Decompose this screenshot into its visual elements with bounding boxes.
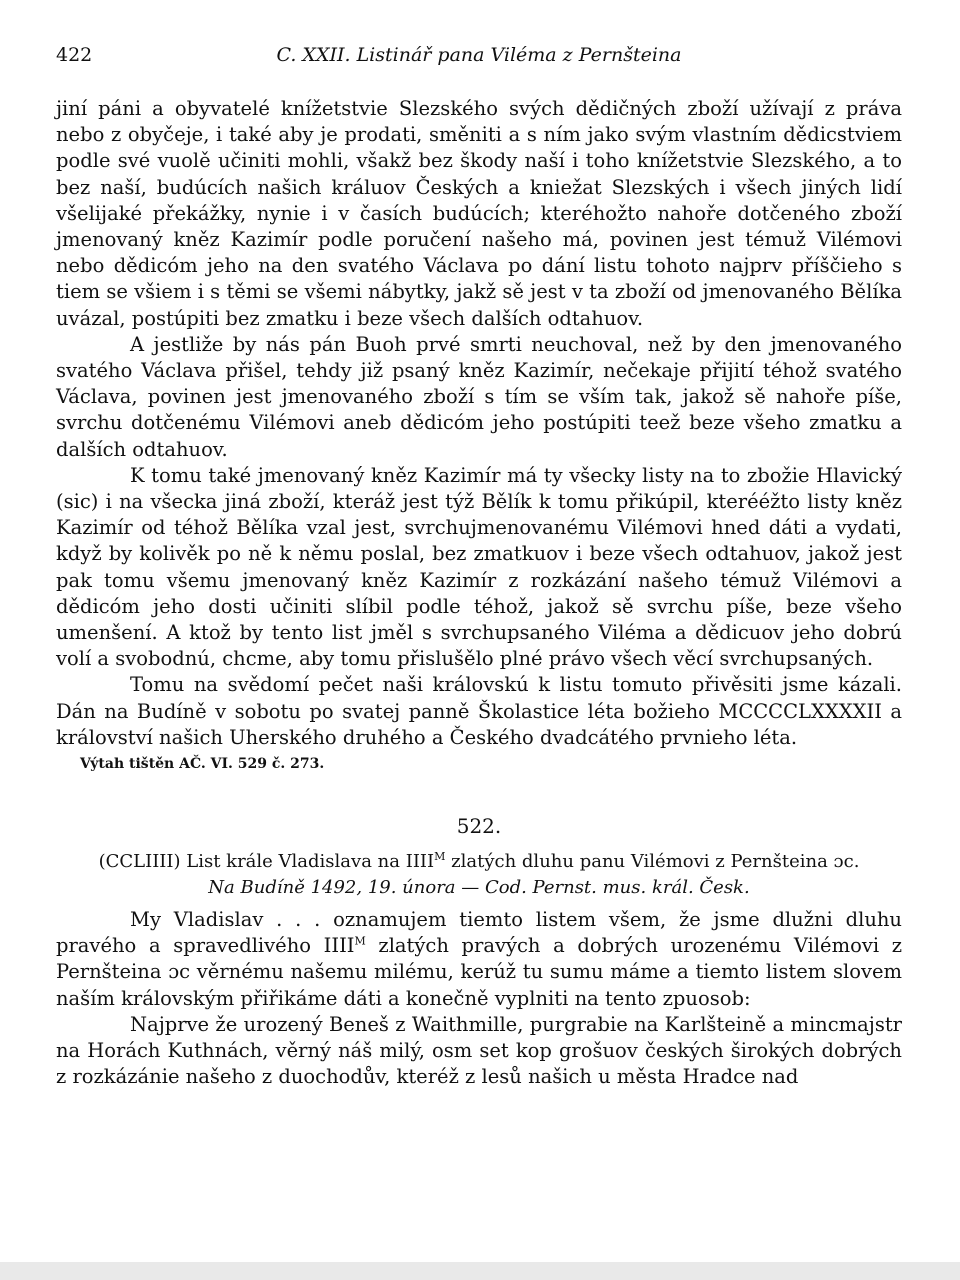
scan-bottom-edge bbox=[0, 1262, 960, 1280]
page-number: 422 bbox=[56, 44, 93, 66]
source-note: Výtah tištěn AČ. VI. 529 č. 273. bbox=[80, 756, 325, 773]
document-title-superscript: M bbox=[434, 850, 446, 864]
document-number: 522. bbox=[456, 814, 502, 839]
paragraph-1: jiní páni a obyvatelé knížetstvie Slezského svých dědičných zboží užívají z práva nebo z obyčeje, i také aby je prodati, směniti a s ním jako svým vlastním dědicstviem podle své vuolě učiniti mohli, všakž bez škody naší i toho knížetstvie Slezského, a to bez naší, budúcích našich králuov Českých a kniežat Slezských i všech jiných lidí všelijaké překážky, nynie i v časích budúcích; kteréhožto nahoře dotčeného zboží jmenovaný kněz Kazimír podle poručení našeho má, povinen jest témuž Vilémovi nebo dědicóm jeho na den svatého Václava po dání listu tohoto najprv příščieho s tiem se všiem i s těmi se všemi nábytky, jakž sě jest v ta zboží od jmenovaného Bělíka uvázal, postúpiti bez zmatku i beze všech dalších odtahuov. bbox=[56, 97, 902, 330]
paragraph-6: Najprve že urozený Beneš z Waithmille, purgrabie na Karlšteině a mincmajstr na Horách Kuthnách, věrný náš milý, osm set kop grošuov českých širokých dobrých z rozkázánie našeho z duochodův, kteréž z lesů našich u města Hradce nad bbox=[56, 1012, 902, 1089]
document-title-rest: zlatých dluhu panu Vilémovi z Pernšteina ɔc. bbox=[445, 851, 860, 873]
paragraph-2: A jestliže by nás pán Buoh prvé smrti neuchoval, než by den jmenovaného svatého Václava přišel, tehdy již psaný kněz Kazimír, nečekaje přijití téhož svatého Václava, povinen jest jmenovaného zboží s tím se vším tak, jakož sě nahoře píše, svrchu dotčenému Vilémovi aneb dědicóm jeho postúpiti teež beze všeho zmatku a dalších odtahuov. bbox=[56, 332, 902, 461]
document-date-line: Na Budíně 1492, 19. února — Cod. Pernst. mus. král. Česk. bbox=[208, 877, 750, 899]
paragraph-5-part-a: My Vladislav . . . oznamujem tiemto listem všem, že jsme dlužni dluhu pravého a spravedlivého IIII bbox=[56, 908, 902, 958]
paragraph-5-part-b: zlatých pravých a dobrých urozenému Vilémovi z Pernšteina ɔc věrnému našemu milému, kerúž tu sumu máme a tiemto listem slovem naším královským přiřikáme dáti a konečně vyplniti na tento zpuosob: bbox=[56, 934, 903, 1010]
paragraph-3: K tomu také jmenovaný kněz Kazimír má ty všecky listy na to zbožie Hlavický (sic) i na všecka jiná zboží, kteráž jest týž Bělík k tomu přikúpil, kterééžto listy kněz Kazimír od téhož Bělíka vzal jest, svrchujmenovanému Vilémovi hned dáti a vydati, když by kolivěk po ně k němu poslal, bez zmatkuov i beze všech odtahuov, jakož jest pak tomu všemu jmenovaný kněz Kazimír z rozkázání našeho témuž Vilémovi a dědicóm jeho dosti učiniti slíbil podle téhož, jakož sě svrchu píše, beze všeho umenšení. A ktož by tento list jměl s svrchupsaného Viléma a dědicuov jeho dobrú volí a svobodnú, chcme, aby tomu přislušělo plné právo všech věcí svrchupsaných. bbox=[56, 463, 902, 671]
document-title bbox=[56, 849, 902, 875]
running-title: C. XXII. Listinář pana Viléma z Pernšteina bbox=[276, 44, 682, 66]
paragraph-5 bbox=[56, 907, 902, 1012]
page-header bbox=[56, 44, 902, 74]
paragraph-4: Tomu na svědomí pečet naši královskú k listu tomuto přivěsiti jsme kázali. Dán na Budíně v sobotu po svatej panně Školastice léta božieho MCCCCLXXXXII a království našich Uherského druhého a Českého dvadcátého prvnieho léta. bbox=[56, 673, 902, 749]
page-body bbox=[56, 96, 902, 1091]
paragraph-5-superscript: M bbox=[354, 934, 366, 948]
document-title-main: (CCLIIII) List krále Vladislava na IIII bbox=[98, 851, 435, 873]
